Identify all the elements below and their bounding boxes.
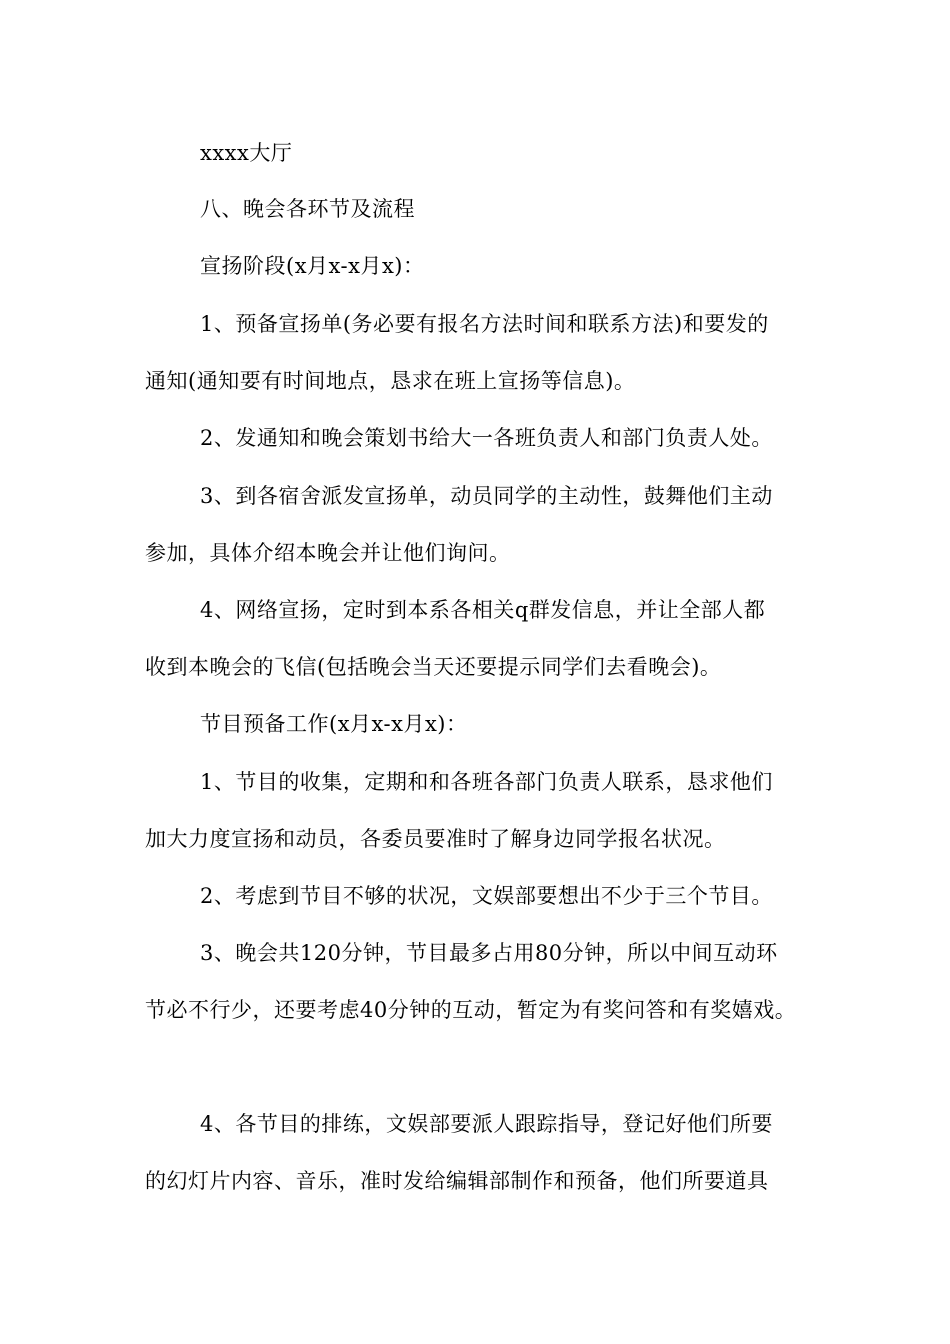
paragraph-line: 4、网络宣扬，定时到本系各相关q群发信息，并让全部人都 [200,598,766,622]
paragraph-line: 加大力度宣扬和动员，各委员要准时了解身边同学报名状况。 [145,827,726,851]
paragraph-line: 3、到各宿舍派发宣扬单，动员同学的主动性，鼓舞他们主动 [200,484,773,508]
subheading-program-prep: 节目预备工作(x月x-x月x)： [200,712,468,736]
paragraph-line: 的幻灯片内容、音乐，准时发给编辑部制作和预备，他们所要道具 [145,1169,769,1193]
paragraph-line: 1、预备宣扬单(务必要有报名方法时间和联系方法)和要发的 [200,312,769,336]
paragraph-line: 2、发通知和晚会策划书给大一各班负责人和部门负责人处。 [200,426,773,450]
paragraph-line: 3、晚会共120分钟，节目最多占用80分钟，所以中间互动环 [200,941,778,965]
paragraph-line: 节必不行少，还要考虑40分钟的互动，暂定为有奖问答和有奖嬉戏。 [145,998,797,1022]
paragraph-line: 1、节目的收集，定期和和各班各部门负责人联系，恳求他们 [200,770,773,794]
paragraph-line: 收到本晚会的飞信(包括晚会当天还要提示同学们去看晚会)。 [145,655,722,679]
venue-line: xxxx大厅 [200,141,293,165]
paragraph-line: 2、考虑到节目不够的状况，文娱部要想出不少于三个节目。 [200,884,773,908]
paragraph-line: 通知(通知要有时间地点，恳求在班上宣扬等信息)。 [145,369,636,393]
subheading-publicity: 宣扬阶段(x月x-x月x)： [200,254,425,278]
paragraph-line: 参加，具体介绍本晚会并让他们询问。 [145,541,511,565]
paragraph-line: 4、各节目的排练，文娱部要派人跟踪指导，登记好他们所要 [200,1112,773,1136]
section-heading: 八、晚会各环节及流程 [200,197,415,221]
